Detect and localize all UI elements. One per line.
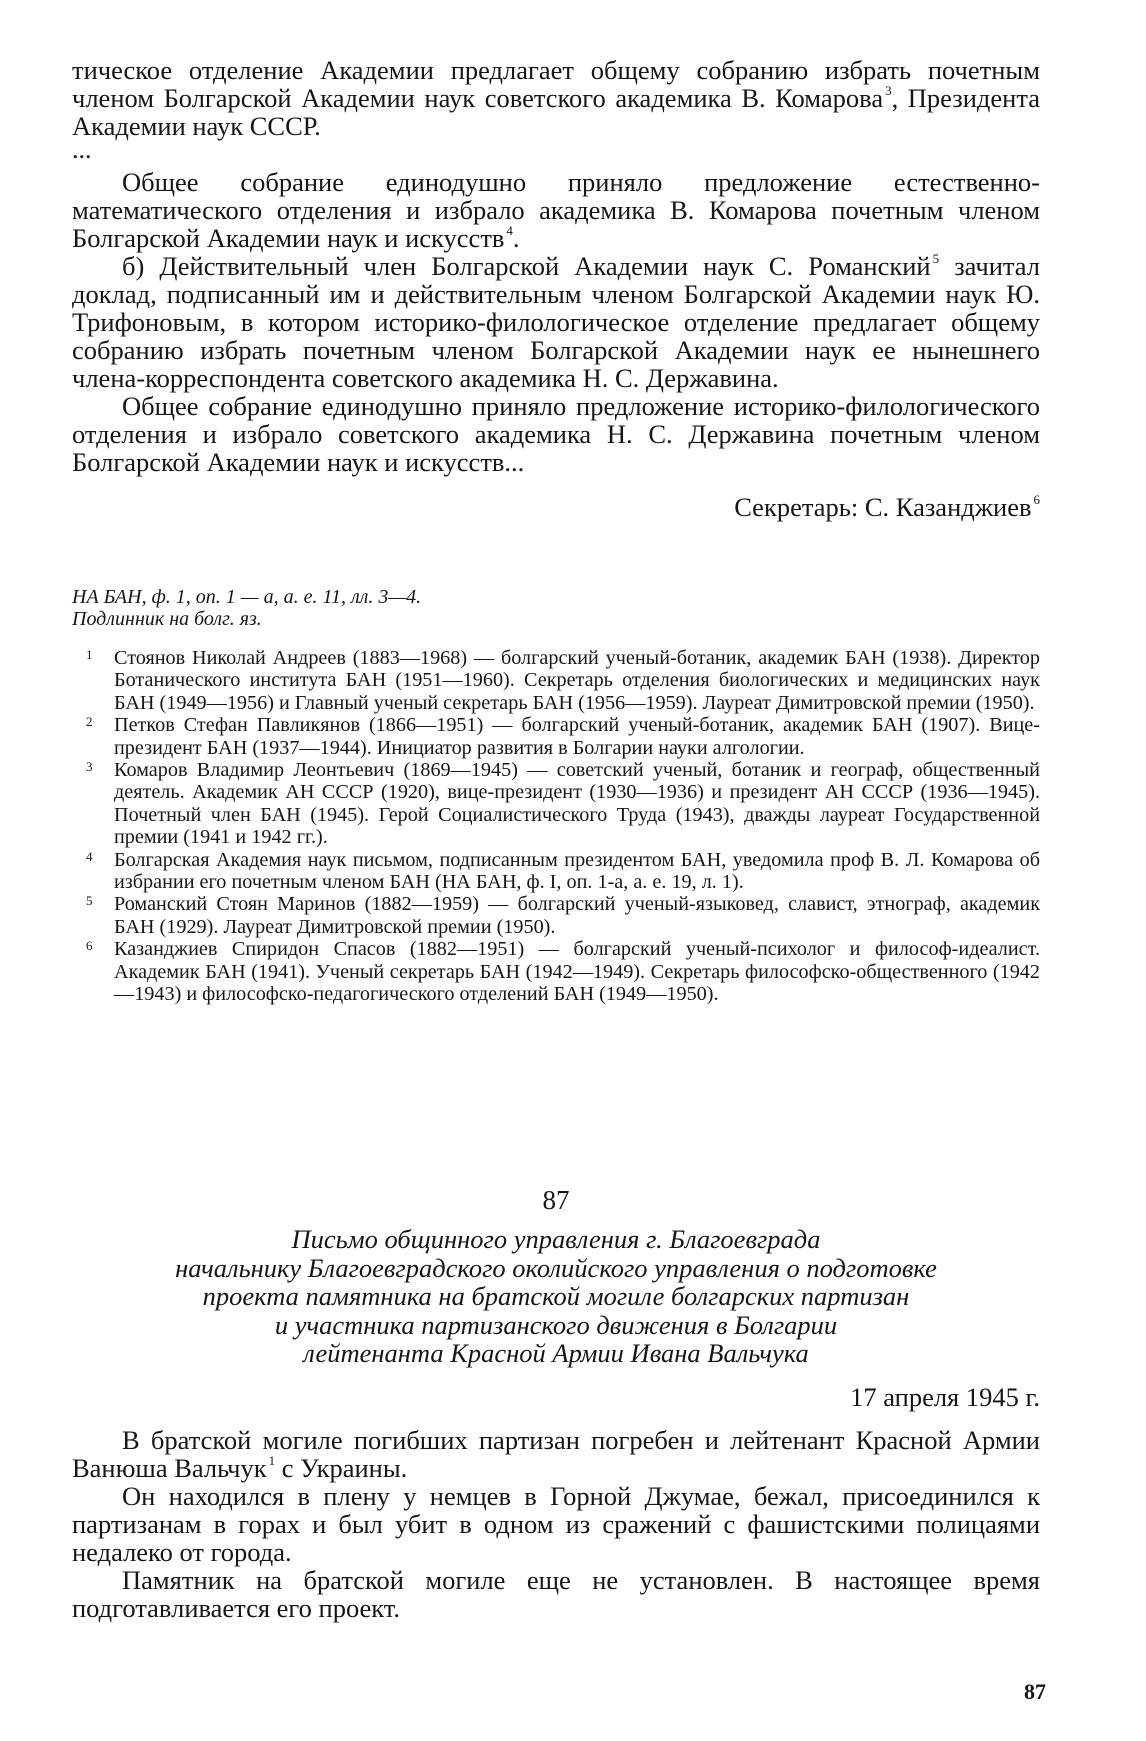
title-line: проекта памятника на братской могиле болгарских партизан [202,1281,910,1311]
document-date: 17 апреля 1945 г. [850,1381,1040,1412]
footnote-number: 2 [86,714,93,730]
top-text-block [72,56,1040,522]
footnote [72,714,1040,759]
footnote-number: 5 [86,893,93,909]
document-87 [72,1185,1040,1622]
archive-reference: НА БАН, ф. 1, оп. 1 — а, а. е. 11, лл. 3—4. [72,586,422,608]
document-title [72,1225,1040,1368]
footnote-ref: 4 [506,223,513,238]
paragraph-continuation: тическое отделение Академии предлагает общему собранию избрать почетным членом Болгарской Академии наук советского академика В. Комарова $^3$, Президента Академии наук СССР. [72,55,1040,141]
footnote-text: Болгарская Академия наук письмом, подписанным президентом БАН, уведомила проф В. Л. Комарова об избрании его почетным членом БАН (НА БАН, ф. I, оп. 1-а, а. е. 19, л. 1). [114,848,1040,894]
paragraph-derzhavin-election: Общее собрание единодушно приняло предложение историко-филологического отделения и избрало советского академика Н. С. Державина почетным членом Болгарской Академии наук и искусств... [72,391,1040,477]
title-line: и участника партизанского движения в Болгарии [274,1309,838,1340]
footnotes-list [72,647,1040,1006]
paragraph-komarov-election: Общее собрание единодушно приняло предложение естественно-математического отделения и избрало академика В. Комарова почетным членом Болгарской Академии наук и искусств $^4$. [72,167,1040,253]
footnote-number: 3 [86,759,93,775]
footnote-ref: 6 [1033,492,1040,507]
footnote-text: Стоянов Николай Андреев (1883—1968) — болгарский ученый-ботаник, академик БАН (1938). Директор Ботанического института БАН (1951—1960). Секретарь отделения биологических и медицинских наук БАН (1949—1956) и Главный ученый секретарь БАН (1956—1959). Лауреат Димитровской премии (1950). [114,647,1040,714]
secretary-signature: Секретарь: С. Казанджиев $^6$ [734,492,1040,522]
body-paragraph-3: Памятник на братской могиле еще не установлен. В настоящее время подготавливается его проект. [72,1564,1040,1623]
page-number: 87 [1024,1679,1046,1704]
original-language-note: Подлинник на болг. яз. [72,608,262,630]
title-line: начальнику Благоевградского околийского управления о подготовке [175,1252,937,1283]
archive-source [72,586,1040,630]
title-line: лейтенанта Красной Армии Ивана Вальчука [303,1338,809,1368]
footnote [72,893,1040,938]
footnote-ref: 3 [885,83,892,98]
footnote-text: Комаров Владимир Леонтьевич (1869—1945) — советский ученый, ботаник и географ, общественный деятель. Академик АН СССР (1920), вице-президент (1930—1936) и президент АН СССР (1936—1945). Почетный член БАН (1945). Герой Социалистического Труда (1943), дважды лауреат Государственной премии (1941 и 1942 гг.). [114,759,1040,849]
body-paragraph-2: Он находился в плену у немцев в Горной Джумае, бежал, присоединился к партизанам в горах и был убит в одном из сражений с фашистскими полицаями недалеко от города. [72,1480,1040,1567]
footnote-text: Романский Стоян Маринов (1882—1959) — болгарский ученый-языковед, славист, этнограф, академик БАН (1929). Лауреат Димитровской премии (1950). [114,893,1040,938]
footnote [72,647,1040,714]
title-line: Письмо общинного управления г. Благоевграда [291,1224,821,1254]
footnote-number: 4 [86,848,93,864]
footnote-ref: 5 [932,251,940,266]
body-paragraph-1: В братской могиле погибших партизан погребен и лейтенант Красной Армии Ванюша Вальчук $^1$ с Украины. [72,1424,1040,1483]
footnote-text: Казанджиев Спиридон Спасов (1882—1951) — болгарский ученый-психолог и философ-идеалист. Академик БАН (1941). Ученый секретарь БАН (1942—1949). Секретарь философско-общественного (1942—1943) и философско-педагогического отделений БАН (1949—1950). [114,938,1040,1006]
footnote-number: 1 [86,647,93,662]
footnote [72,849,1040,894]
footnote-text: Петков Стефан Павликянов (1866—1951) — болгарский ученый-ботаник, академик БАН (1907). Вице-президент БАН (1937—1944). Инициатор развития в Болгарии науки алгологии. [114,714,1040,759]
footnote-ref: 1 [268,1452,276,1468]
footnote [72,759,1040,849]
document-number: 87 [542,1185,570,1215]
footnotes-block [72,647,1040,1006]
footnote-number: 6 [86,938,93,954]
footnote [72,938,1040,1005]
ellipsis: ... [72,135,92,164]
paragraph-romansky-report: б) Действительный член Болгарской Академии наук С. Романский $^5$ зачитал доклад, подписанный им и действительным членом Болгарской Академии наук Ю. Трифоновым, в котором историко-филологическое отделение предлагает общему собранию избрать почетным членом Болгарской Академии наук ее нынешнего члена-корреспондента советского академика Н. С. Державина. [72,251,1041,393]
